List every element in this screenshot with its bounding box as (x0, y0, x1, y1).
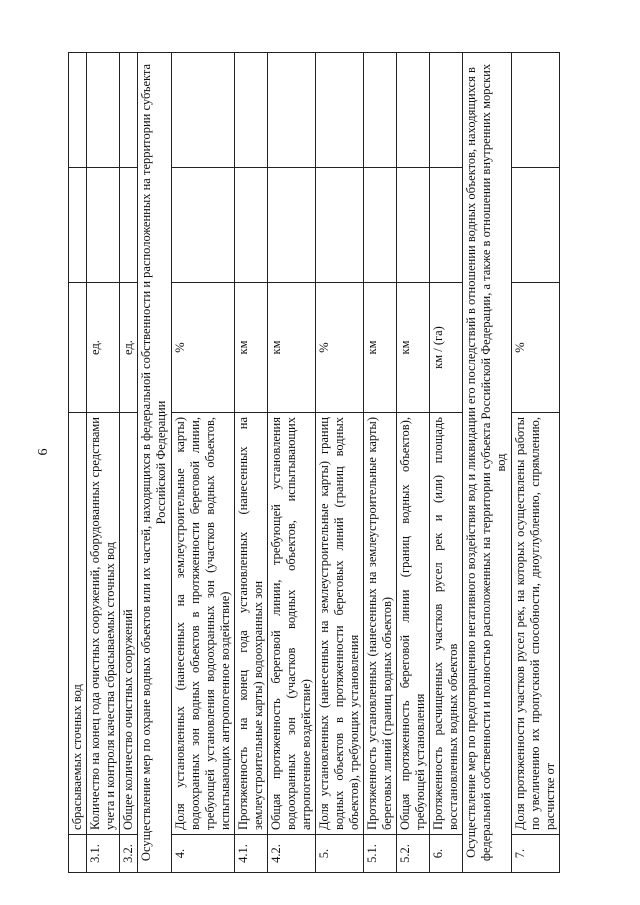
page-number: 6 (36, 448, 51, 456)
unit-of-measure: % (316, 283, 364, 413)
indicator-description: Протяженность установленных (нанесенных на землеустроительные карты) береговых линий (границ водных объектов) (364, 413, 397, 835)
table-row (316, 53, 364, 873)
empty-cell (512, 168, 560, 283)
unit-of-measure: км (235, 283, 268, 413)
empty-cell (172, 168, 235, 283)
unit-of-measure (69, 283, 87, 413)
empty-cell (364, 168, 397, 283)
unit-of-measure: % (172, 283, 235, 413)
empty-cell (120, 168, 138, 283)
empty-cell (430, 168, 463, 283)
empty-cell (268, 53, 316, 168)
table-row (512, 53, 560, 873)
section-row (138, 53, 172, 873)
empty-cell (512, 53, 560, 168)
empty-cell (268, 168, 316, 283)
row-number: 5.1. (364, 835, 397, 873)
unit-of-measure: ед. (87, 283, 120, 413)
row-number: 4.2. (268, 835, 316, 873)
table-row (364, 53, 397, 873)
table-row (268, 53, 316, 873)
unit-of-measure: % (512, 283, 560, 413)
table-row (172, 53, 235, 873)
indicator-description: Общая протяженность береговой линии (границ водных объектов), требующей установления (397, 413, 430, 835)
section-title: Осуществление мер по предотвращению негативного воздействия вод и ликвидации его последствий в отношении водных объектов, находящихся в федеральной собственности и полностью расположенных на территории субъекта Российской Федерации, а также в отношении внутренних морских вод (463, 53, 512, 873)
table-row (69, 53, 87, 873)
unit-of-measure: км (397, 283, 430, 413)
empty-cell (172, 53, 235, 168)
unit-of-measure: км / (га) (430, 283, 463, 413)
empty-cell (397, 53, 430, 168)
table-row (235, 53, 268, 873)
empty-cell (69, 53, 87, 168)
indicator-description: Доля установленных (нанесенных на землеустроительные карты) водоохранных зон водных объектов в протяженности береговой линии, требующей установления водоохранных зон (участков водных объектов, испытывающих антропогенное воздействие) (172, 413, 235, 835)
row-number: 3.1. (87, 835, 120, 873)
row-number (69, 835, 87, 873)
empty-cell (364, 53, 397, 168)
empty-cell (69, 168, 87, 283)
empty-cell (235, 53, 268, 168)
indicator-description: Протяженность расчищенных участков русел рек и (или) площадь восстановленных водных объектов (430, 413, 463, 835)
row-number: 5.2. (397, 835, 430, 873)
row-number: 4. (172, 835, 235, 873)
section-row (463, 53, 512, 873)
indicator-description: Общее количество очистных сооружений (120, 413, 138, 835)
empty-cell (316, 53, 364, 168)
indicator-description: Количество на конец года очистных сооружений, оборудованных средствами учета и контроля качества сбрасываемых сточных вод (87, 413, 120, 835)
empty-cell (430, 53, 463, 168)
unit-of-measure: км (364, 283, 397, 413)
empty-cell (87, 168, 120, 283)
indicator-description: сбрасываемых сточных вод (69, 413, 87, 835)
indicator-description: Доля установленных (нанесенных на землеустроительные карты) границ водных объектов в протяженности береговых линий (границ водных объектов), требующих установления (316, 413, 364, 835)
row-number: 3.2. (120, 835, 138, 873)
unit-of-measure: ед. (120, 283, 138, 413)
table-row (87, 53, 120, 873)
section-title: Осуществление мер по охране водных объектов или их частей, находящихся в федеральной собственности и расположенных на территории субъекта Российской Федерации (138, 53, 172, 873)
unit-of-measure: км (268, 283, 316, 413)
row-number: 7. (512, 835, 560, 873)
empty-cell (397, 168, 430, 283)
indicator-description: Общая протяженность береговой линии, требующей установления водоохранных зон (участков водных объектов, испытывающих антропогенное воздействие) (268, 413, 316, 835)
empty-cell (235, 168, 268, 283)
row-number: 6. (430, 835, 463, 873)
indicators-table (68, 52, 560, 873)
row-number: 5. (316, 835, 364, 873)
indicator-description: Протяженность на конец года установленных (нанесенных на землеустроительные карты) водоохранных зон (235, 413, 268, 835)
indicator-description: Доля протяженности участков русел рек, на которых осуществлены работы по увеличению их пропускной способности, дноуглублению, спрямлению, расчистке от (512, 413, 560, 835)
table-row (430, 53, 463, 873)
empty-cell (316, 168, 364, 283)
table-row (397, 53, 430, 873)
row-number: 4.1. (235, 835, 268, 873)
table-row (120, 53, 138, 873)
empty-cell (87, 53, 120, 168)
empty-cell (120, 53, 138, 168)
